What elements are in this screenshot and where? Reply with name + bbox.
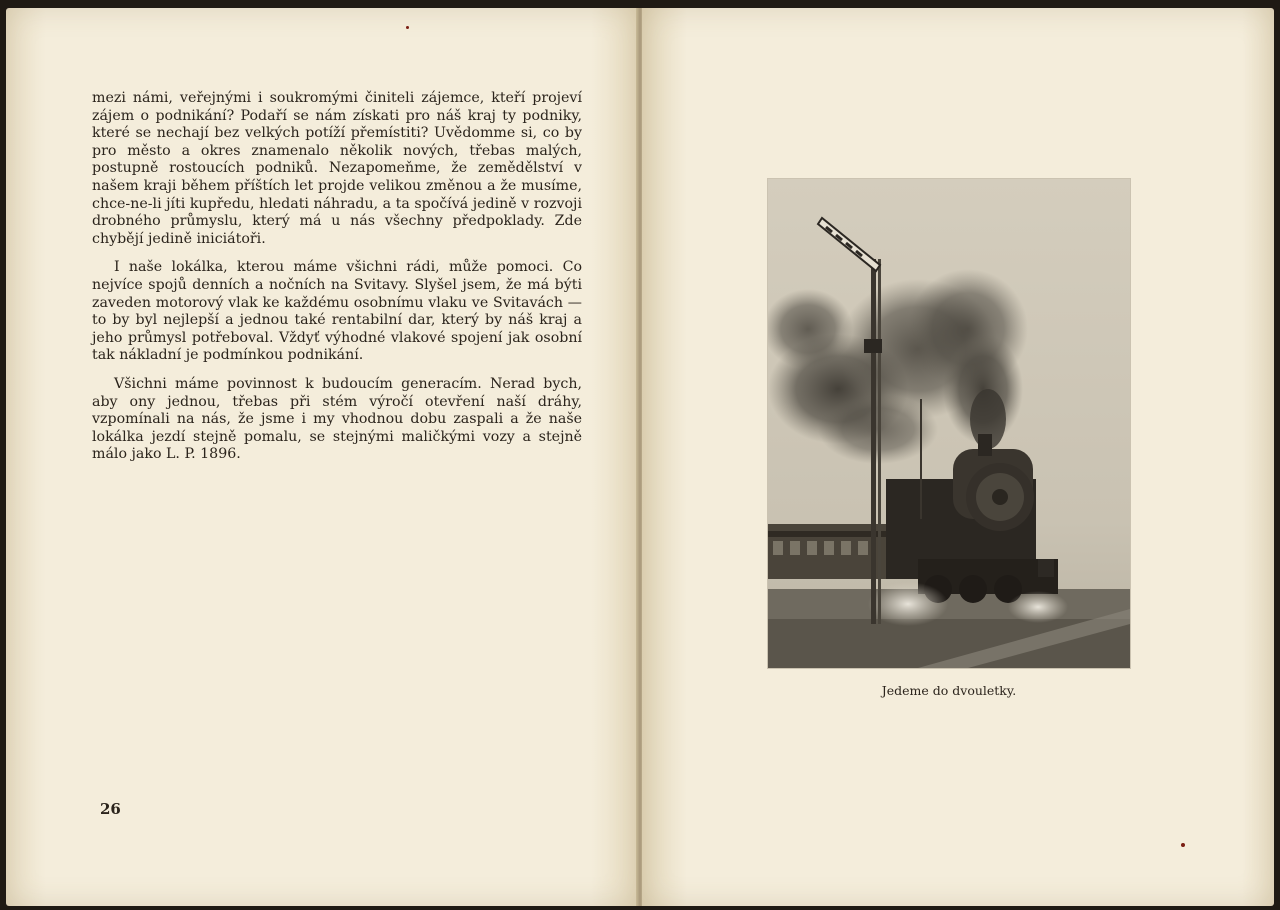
photo-caption: Jedeme do dvouletky.	[881, 683, 1017, 698]
photo-illustration	[768, 179, 1130, 668]
body-text	[92, 90, 582, 475]
paper-speck	[1181, 843, 1185, 847]
steam-locomotive-photo	[768, 179, 1130, 668]
paragraph-1: mezi námi, veřejnými i soukromými činiteli zájemce, kteří projeví zájem o podnikání? Podaří se nám získati pro náš kraj ty podniky, které se nechají bez velkých potíží přemístiti? Uvědomme si, co by pro město a okres znamenalo několik nových, třebas malých, postupně rostoucích podniků. Nezapomeňme, že zemědělství v našem kraji během příštích let projde velikou změnou a že musíme, chce-ne-li jíti kupředu, hledati náhradu, a ta spočívá jedině v rozvoji drobného průmyslu, který má u nás všechny předpoklady. Zde chybějí jedině iniciátoři.	[92, 90, 582, 247]
paper-speck	[406, 26, 409, 29]
page-number: 26	[100, 800, 121, 818]
paragraph-2: I naše lokálka, kterou máme všichni rádi, může pomoci. Co nejvíce spojů denních a nočních na Svitavy. Slyšel jsem, že má býti zaveden motorový vlak ke každému osobnímu vlaku ve Svitavách — to by byl nejlepší a jednou také rentabilní dar, který by náš kraj a jeho průmysl potřeboval. Vždyť výhodné vlakové spojení jak osobní tak nákladní je podmínkou podnikání.	[92, 259, 582, 364]
paragraph-3: Všichni máme povinnost k budoucím generacím. Nerad bych, aby ony jednou, třebas při stém výročí otevření naší dráhy, vzpomínali na nás, že jsme i my vhodnou dobu zaspali a že naše lokálka jezdí stejně pomalu, se stejnými maličkými vozy a stejně málo jako L. P. 1896.	[92, 375, 582, 463]
